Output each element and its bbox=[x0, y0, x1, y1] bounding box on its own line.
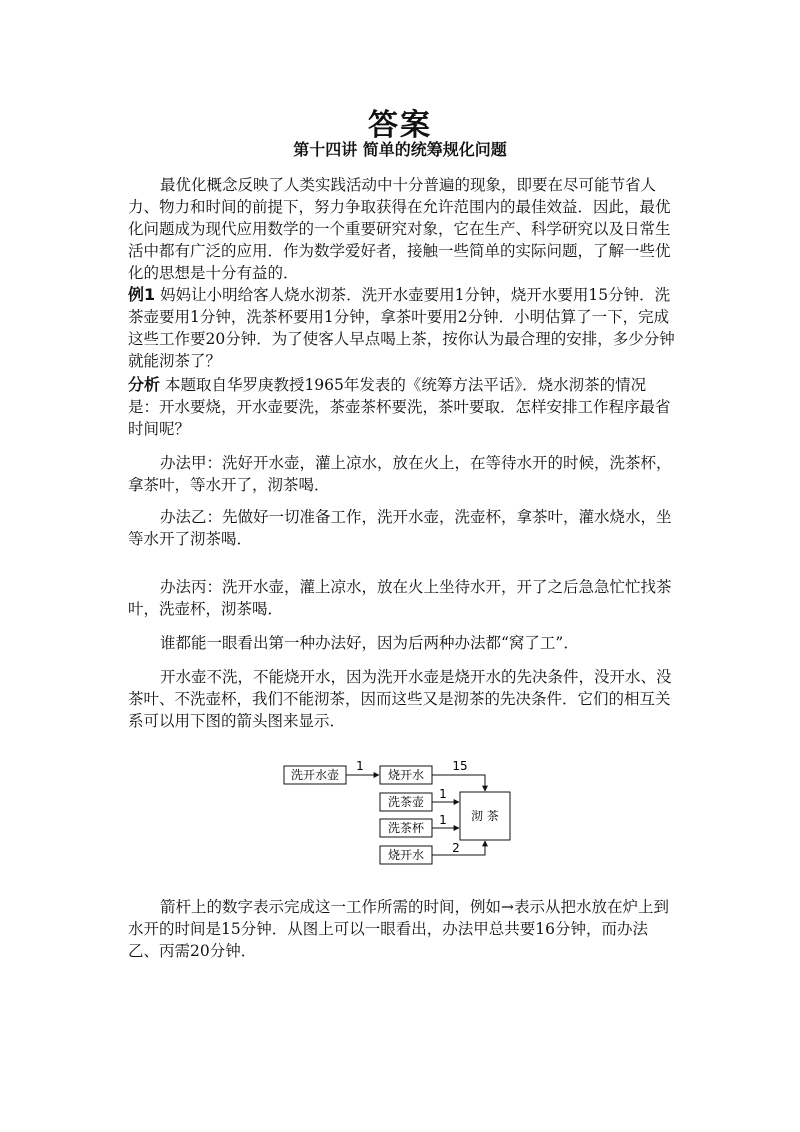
arrow-label-2: 2 bbox=[452, 841, 460, 855]
wash-teapot-label: 洗茶壶 bbox=[387, 795, 425, 809]
lecture-subtitle: 第十四讲 简单的统筹规化问题 bbox=[293, 140, 507, 159]
example-text: 妈妈让小明给客人烧水沏茶．洗开水壶要用1分钟，烧开水要用15分钟．洗茶壶要用1分钟，洗茶杯要用1分钟，拿茶叶要用2分钟．小明估算了一下，完成这些工作要20分钟．为了使客人早点喝上茶，按你认为最合理的安排，多少分钟就能沏茶了？ bbox=[128, 286, 675, 370]
method-c-paragraph: 办法丙：洗开水壶，灌上凉水，放在火上坐待水开，开了之后急急忙忙找茶叶，洗壶杯，沏茶喝． bbox=[128, 578, 672, 618]
analysis-paragraph bbox=[128, 374, 676, 440]
brew-tea-label: 沏 茶 bbox=[471, 809, 499, 823]
analysis-text: 本题取自华罗庚教授1965年发表的《统筹方法平话》．烧水沏茶的情况是：开水要烧，开水壶要洗，茶壶茶杯要洗，茶叶要取．怎样安排工作程序最省时间呢？ bbox=[128, 376, 671, 438]
analysis-label: 分析 bbox=[128, 375, 161, 394]
example-label: 例1 bbox=[128, 285, 156, 304]
method-b-paragraph: 办法乙：先做好一切准备工作，洗开水壶，洗壶杯，拿茶叶，灌水烧水，坐等水开了沏茶喝． bbox=[128, 508, 672, 548]
relation-paragraph: 开水壶不洗，不能烧开水，因为洗开水壶是烧开水的先决条件，没开水、没茶叶、不洗壶杯，我们不能沏茶，因而这些又是沏茶的先决条件．它们的相互关系可以用下图的箭头图来显示． bbox=[128, 668, 672, 730]
example-paragraph bbox=[128, 284, 676, 372]
wash-cups-label: 洗茶杯 bbox=[387, 821, 425, 835]
arrow-label-15: 15 bbox=[452, 759, 468, 773]
conclusion-paragraph: 箭杆上的数字表示完成这一工作所需的时间，例如→表示从把水放在炉上到水开的时间是15分钟．从图上可以一眼看出，办法甲总共要16分钟，而办法乙、丙需20分钟． bbox=[128, 898, 669, 960]
arrow-label-1b: 1 bbox=[439, 787, 447, 801]
page-title: 答案 bbox=[368, 108, 432, 143]
boil-water-label: 烧开水 bbox=[387, 768, 425, 782]
method-a-paragraph: 办法甲：洗好开水壶，灌上凉水，放在火上，在等待水开的时候，洗茶杯，拿茶叶，等水开了，沏茶喝． bbox=[128, 454, 672, 494]
observation-paragraph: 谁都能一眼看出第一种办法好，因为后两种办法都“窝了工”． bbox=[160, 634, 579, 652]
intro-paragraph: 最优化概念反映了人类实践活动中十分普遍的现象，即要在尽可能节省人力、物力和时间的前提下，努力争取获得在允许范围内的最佳效益．因此，最优化问题成为现代应用数学的一个重要研究对象，它在生产、科学研究以及日常生活中都有广泛的应用．作为数学爱好者，接触一些简单的实际问题，了解一些优化的思想是十分有益的． bbox=[128, 176, 671, 282]
arrow-label-1c: 1 bbox=[439, 813, 447, 827]
wash-kettle-label: 洗开水壶 bbox=[290, 768, 340, 782]
arrow-label-1a: 1 bbox=[356, 759, 364, 773]
get-leaves-label: 烧开水 bbox=[387, 848, 425, 862]
arrow-diagram bbox=[282, 756, 522, 868]
